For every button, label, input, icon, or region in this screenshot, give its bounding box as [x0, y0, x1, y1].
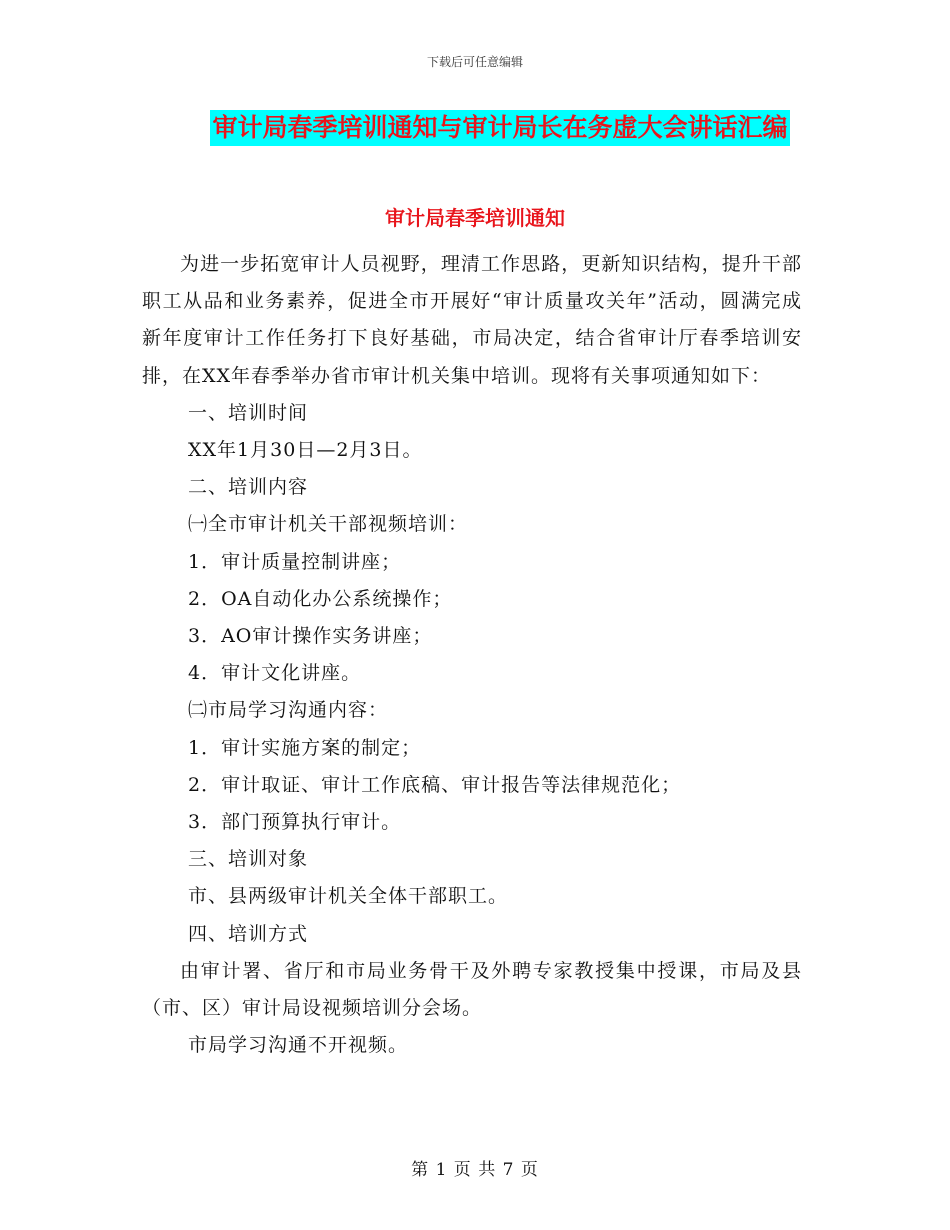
body-line: 2．OA自动化办公系统操作；	[188, 587, 453, 610]
document-title: 审计局春季培训通知与审计局长在务虚大会讲话汇编	[210, 110, 789, 146]
body-line: 1．审计质量控制讲座；	[188, 550, 402, 573]
body-line: 4．审计文化讲座。	[188, 662, 362, 685]
body-line: ㈡市局学习沟通内容：	[188, 699, 389, 722]
body-line: 一、培训时间	[188, 401, 309, 424]
method-paragraph: 由审计署、省厅和市局业务骨干及外聘专家教授集中授课，市局及县（市、区）审计局设视频培训分会场。	[142, 959, 802, 1020]
document-title-container	[0, 110, 950, 146]
section-title: 审计局春季培训通知	[385, 206, 565, 230]
body-line: 3．部门预算执行审计。	[188, 811, 402, 834]
body-line: ㈠全市审计机关干部视频培训：	[188, 513, 469, 536]
document-body	[142, 246, 802, 1064]
header-note: 下载后可任意编辑	[426, 55, 523, 69]
intro-paragraph: 为进一步拓宽审计人员视野，理清工作思路，更新知识结构，提升干部职工从品和业务素养，促进全市开展好“审计质量攻关年”活动，圆满完成新年度审计工作任务打下良好基础，市局决定，结合省审计厅春季培训安排，在XX年春季举办省市审计机关集中培训。现将有关事项通知如下：	[142, 253, 802, 387]
body-line: 市、县两级审计机关全体干部职工。	[188, 885, 509, 908]
body-line: 2．审计取证、审计工作底稿、审计报告等法律规范化；	[188, 773, 682, 796]
body-line: 四、培训方式	[188, 922, 309, 945]
closing-line: 市局学习沟通不开视频。	[188, 1034, 409, 1057]
body-line: 三、培训对象	[188, 848, 309, 871]
body-line: 二、培训内容	[188, 476, 309, 499]
body-line: XX年1月30日—2月3日。	[188, 439, 423, 462]
page-footer: 第 1 页 共 7 页	[411, 1160, 539, 1180]
body-line: 1．审计实施方案的制定；	[188, 736, 422, 759]
body-line: 3．AO审计操作实务讲座；	[188, 625, 433, 648]
